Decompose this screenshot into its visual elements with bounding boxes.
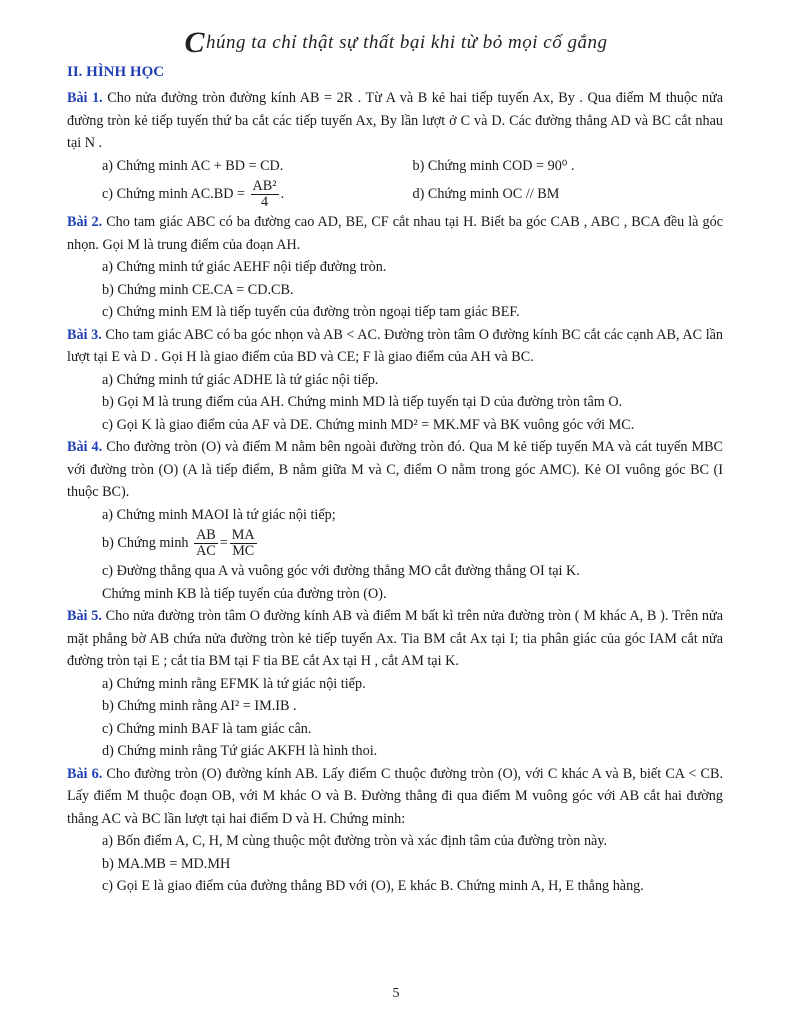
- problem-2-label: Bài 2.: [67, 214, 103, 230]
- problem-3-part-a: a) Chứng minh tứ giác ADHE là tứ giác nội tiếp.: [102, 371, 379, 388]
- problem-1-part-b: b) Chứng minh COD = 90⁰ .: [412, 157, 575, 174]
- header-initial: C: [184, 26, 206, 59]
- problem-4-label: Bài 4.: [67, 439, 103, 455]
- page-number: 5: [392, 986, 400, 1001]
- problem-5-label: Bài 5.: [67, 608, 102, 624]
- problem-5-part-d: d) Chứng minh rằng Tứ giác AKFH là hình thoi.: [102, 743, 378, 759]
- problem-1-label: Bài 1.: [67, 90, 103, 106]
- problem-1: [67, 87, 723, 211]
- problem-1-statement: Bài 1. Cho nửa đường tròn đường kính AB = 2R . Từ A và B kẻ hai tiếp tuyến Ax, By . Qua điểm M thuộc nửa đường tròn kẻ tiếp tuyến thứ ba cắt các tiếp tuyến Ax, By lần lượt ở C và D. Các đường thẳng AD và BC cắt nhau tại N .: [67, 90, 723, 151]
- problem-5-statement: Bài 5. Cho nửa đường tròn tâm O đường kính AB và điểm M bất kì trên nửa đường tròn ( M khác A, B ). Trên nửa mặt phẳng bờ AB chứa nửa đường tròn kẻ tiếp tuyến Ax. Tia BM cắt Ax tại I; tia phân giác của góc IAM cắt nửa đường tròn tại E ; cắt tia BM tại F tia BE cắt Ax tại H , cắt AM tại K.: [67, 608, 724, 669]
- problem-2-part-b: b) Chứng minh CE.CA = CD.CB.: [102, 281, 294, 298]
- problem-1-part-c: c) Chứng minh AC.BD = $\frac{\text{AB²}}{4}$ .: [102, 178, 285, 211]
- problem-2: [67, 211, 723, 324]
- problem-4-statement: Bài 4. Cho đường tròn (O) và điểm M nằm bên ngoài đường tròn đó. Qua M kẻ tiếp tuyến MA và cát tuyến MBC với đường tròn (O) (A là tiếp điểm, B nằm giữa M và C, điểm O nằm trong góc AMC). Kẻ OI vuông góc BC (I thuộc BC).: [67, 439, 724, 500]
- problem-1-row-ab: [67, 155, 723, 178]
- problem-5-part-a: a) Chứng minh rằng EFMK là tứ giác nội tiếp.: [102, 675, 366, 692]
- section-title: II. HÌNH HỌC: [67, 64, 165, 80]
- problem-5-part-c: c) Chứng minh BAF là tam giác cân.: [102, 720, 312, 737]
- problem-5-part-b: b) Chứng minh rằng AI² = IM.IB .: [102, 698, 297, 714]
- problem-4: [67, 436, 723, 605]
- problem-4-part-c: c) Đường thẳng qua A và vuông góc với đường thẳng MO cắt đường thẳng OI tại K.: [102, 563, 580, 579]
- problem-6-part-a: a) Bốn điểm A, C, H, M cùng thuộc một đường tròn và xác định tâm của đường tròn này.: [102, 833, 608, 849]
- problem-2-statement: Bài 2. Cho tam giác ABC có ba đường cao AD, BE, CF cắt nhau tại H. Biết ba góc CAB , ABC , BCA đều là góc nhọn. Gọi M là trung điểm của đoạn AH.: [67, 214, 723, 253]
- problem-5: [67, 605, 723, 763]
- problem-1-part-d: d) Chứng minh OC // BM: [412, 186, 560, 202]
- problem-4-part-b: b) Chứng minh $\frac{AB}{AC}$ = $\frac{MA}{MC}$: [102, 527, 255, 560]
- problem-2-part-a: a) Chứng minh tứ giác AEHF nội tiếp đường tròn.: [102, 259, 387, 275]
- problem-3-statement: Bài 3. Cho tam giác ABC có ba góc nhọn và AB < AC. Đường tròn tâm O đường kính BC cắt các cạnh AB, AC lần lượt tại E và D . Gọi H là giao điểm của BD và CE; F là giao điểm của AH và BC.: [67, 326, 724, 365]
- problem-3-part-c: c) Gọi K là giao điểm của AF và DE. Chứng minh MD² = MK.MF và BK vuông góc với MC.: [102, 416, 635, 433]
- problem-6-part-b: b) MA.MB = MD.MH: [102, 855, 231, 872]
- problem-4-part-c-cont: Chứng minh KB là tiếp tuyến của đường tròn (O).: [102, 585, 387, 602]
- fraction-ab-over-ac: $\frac{AB}{AC}$: [196, 527, 216, 560]
- header-text: húng ta chỉ thật sự thất bại khi từ bỏ mọi cố gắng: [206, 32, 608, 53]
- problem-6-part-c: c) Gọi E là giao điểm của đường thẳng BD với (O), E khác B. Chứng minh A, H, E thẳng hàng.: [102, 878, 644, 894]
- problem-2-part-c: c) Chứng minh EM là tiếp tuyến của đường tròn ngoại tiếp tam giác BEF.: [102, 304, 520, 320]
- problem-6-statement: Bài 6. Cho đường tròn (O) đường kính AB. Lấy điểm C thuộc đường tròn (O), với C khác A và B, biết CA < CB. Lấy điểm M thuộc đoạn OB, với M khác O và B. Đường thẳng đi qua điểm M vuông góc với AB cắt hai đường thẳng AC và BC lần lượt tại hai điểm D và H. Chứng minh:: [67, 765, 723, 827]
- problem-6-label: Bài 6.: [67, 765, 103, 782]
- problem-3-part-b: b) Gọi M là trung điểm của AH. Chứng minh MD là tiếp tuyến tại D của đường tròn tâm O.: [102, 394, 623, 410]
- problem-3: [67, 324, 723, 437]
- problem-6: [67, 763, 723, 898]
- problem-3-label: Bài 3.: [67, 326, 102, 343]
- fraction-ma-over-mc: $\frac{MA}{MC}$: [231, 527, 255, 560]
- problem-4-part-a: a) Chứng minh MAOI là tứ giác nội tiếp;: [102, 506, 336, 523]
- problem-list: [67, 87, 723, 898]
- page-header-motto: [0, 26, 792, 60]
- problem-1-part-a: a) Chứng minh AC + BD = CD.: [102, 157, 284, 174]
- fraction-ab2-over-4: $\frac{\text{AB²}}{4}$: [252, 178, 277, 211]
- problem-1-row-cd: [67, 177, 723, 211]
